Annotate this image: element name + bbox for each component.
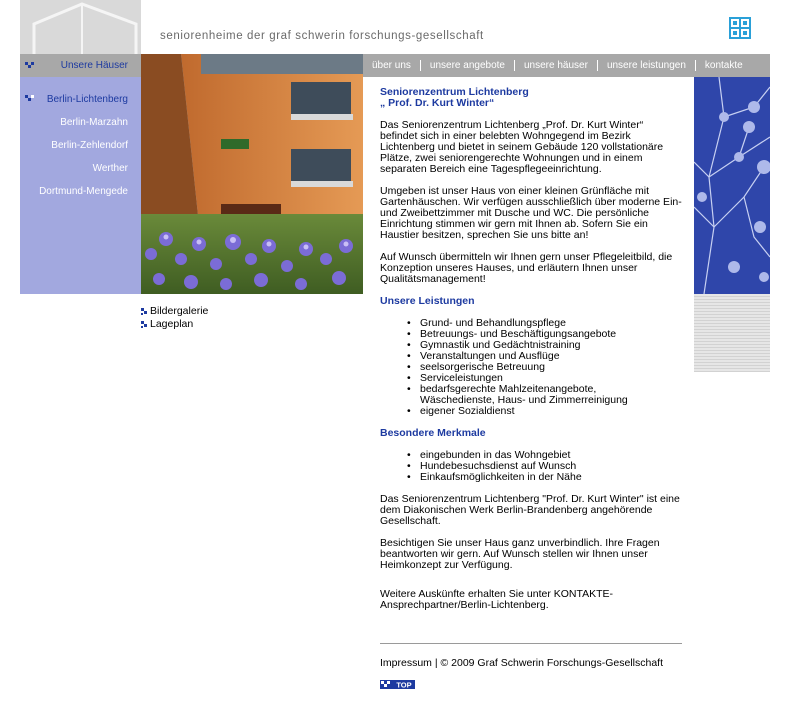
link-bullet-icon [141, 321, 148, 328]
services-heading: Unsere Leistungen [380, 295, 475, 307]
gallery-link[interactable] [141, 305, 208, 318]
impressum-link[interactable]: Impressum [380, 657, 432, 669]
site-logo[interactable] [20, 0, 141, 54]
top-nav-kontakte[interactable]: kontakte [695, 60, 752, 71]
list-item: • eingebunden in das Wohngebiet [420, 450, 682, 461]
back-to-top-button[interactable] [380, 680, 415, 689]
left-nav-item-berlin-zehlendorf[interactable]: Berlin-Zehlendorf [51, 140, 128, 151]
affiliation-paragraph: Das Seniorenzentrum Lichtenberg "Prof. Dr. Kurt Winter" ist eine dem Diakonischen Werk Berlin-Brandenberg angehörende Gesellschaft. [380, 493, 680, 527]
site-tagline: seniorenheime der graf schwerin forschungs-gesellschaft [160, 30, 484, 42]
left-nav [20, 77, 141, 294]
organization-logo-icon[interactable] [729, 17, 751, 39]
building-photo [141, 54, 363, 294]
left-nav-item-berlin-marzahn[interactable]: Berlin-Marzahn [60, 117, 128, 128]
footer-separator: | [431, 657, 441, 669]
list-item: • Hundebesuchsdienst auf Wunsch [420, 461, 682, 472]
footer [380, 657, 663, 669]
back-to-top-label: TOP [396, 680, 412, 689]
sub-links [141, 305, 208, 331]
contact-paragraph [380, 589, 682, 611]
surroundings-paragraph: Umgeben ist unser Haus von einer kleinen Grünfläche mit Gartenhäuschen. Wir verfügen ausschließlich über moderne Ein- und Zweibettzimmer mit Dusche und WC. Die persönliche Einrichtung stimmen wir gern mit Ihnen ab. Sofern Sie ein Haustier besitzen, sprechen Sie uns bitte an! [380, 185, 682, 241]
page-title-line2: „ Prof. Dr. Kurt Winter“ [380, 97, 495, 109]
page-title-line1: Seniorenzentrum Lichtenberg [380, 86, 529, 98]
list-item: • seelsorgerische Betreuung [420, 362, 682, 373]
footer-divider [380, 643, 682, 644]
concept-paragraph: Auf Wunsch übermitteln wir Ihnen gern unser Pflegeleitbild, die Konzeption unseres Hauses, und erläutern Ihnen unser Qualitätsmanagement! [380, 251, 673, 285]
visit-paragraph: Besichtigen Sie unser Haus ganz unverbindlich. Ihre Fragen beantworten wir gern. Auf Wunsch stellen wir Ihnen unser Heimkonzept zur Verfügung. [380, 537, 660, 571]
list-item: • Veranstaltungen und Ausflüge [420, 351, 682, 362]
list-item: • Betreuungs- und Beschäftigungsangebote [420, 329, 682, 340]
list-item: • Gymnastik und Gedächtnistraining [420, 340, 682, 351]
left-nav-item-dortmund-mengede[interactable]: Dortmund-Mengede [39, 186, 128, 197]
link-bullet-icon [141, 308, 148, 315]
list-item: • Grund- und Behandlungspflege [420, 318, 682, 329]
nav-bullet-icon [25, 62, 34, 69]
list-item: • Einkaufsmöglichkeiten in der Nähe [420, 472, 682, 483]
list-item: • eigener Sozialdienst [420, 406, 682, 417]
top-nav-ueber-uns[interactable]: über uns [372, 60, 411, 71]
left-nav-item-werther[interactable]: Werther [92, 163, 128, 174]
top-nav [363, 54, 770, 77]
gallery-link-label: Bildergalerie [150, 305, 209, 317]
left-nav-item-berlin-lichtenberg[interactable]: Berlin-Lichtenberg [46, 94, 128, 105]
contact-link[interactable]: KONTAKTE-Ansprechpartner/Berlin-Lichtenberg [380, 588, 614, 611]
active-bullet-icon [25, 95, 34, 102]
contact-suffix: . [545, 599, 549, 611]
main-content [380, 87, 682, 622]
list-item: • bedarfsgerechte Mahlzeitenangebote, Wäschedienste, Haus- und Zimmerreinigung [420, 384, 650, 406]
top-nav-unsere-angebote[interactable]: unsere angebote [420, 60, 514, 71]
site-plan-link[interactable] [141, 318, 208, 331]
left-nav-header[interactable] [20, 54, 141, 77]
house-outline-logo [20, 0, 141, 54]
decorative-stripes [694, 294, 770, 372]
left-nav-header-label: Unsere Häuser [60, 60, 128, 71]
services-list [380, 318, 682, 417]
top-nav-unsere-leistungen[interactable]: unsere leistungen [597, 60, 695, 71]
list-item: • Serviceleistungen [420, 373, 682, 384]
contact-prefix: Weitere Auskünfte erhalten Sie unter [380, 588, 554, 600]
features-list [380, 450, 682, 483]
site-plan-link-label: Lageplan [150, 318, 194, 330]
page-title [380, 87, 682, 109]
top-nav-unsere-haeuser[interactable]: unsere häuser [514, 60, 597, 71]
features-heading: Besondere Merkmale [380, 427, 486, 439]
intro-paragraph: Das Seniorenzentrum Lichtenberg „Prof. Dr. Kurt Winter“ befindet sich in einer belebten Wohngegend im Bezirk Lichtenberg und bietet in seinem Gebäude 120 vollstationäre Plätze, zwei seniorengerechte Wohnungen und in einem separaten Bereich eine Tagespflegeeinrichtung. [380, 119, 664, 175]
copyright-text: © 2009 Graf Schwerin Forschungs-Gesellschaft [440, 657, 663, 669]
blue-tree-photo [694, 77, 770, 294]
